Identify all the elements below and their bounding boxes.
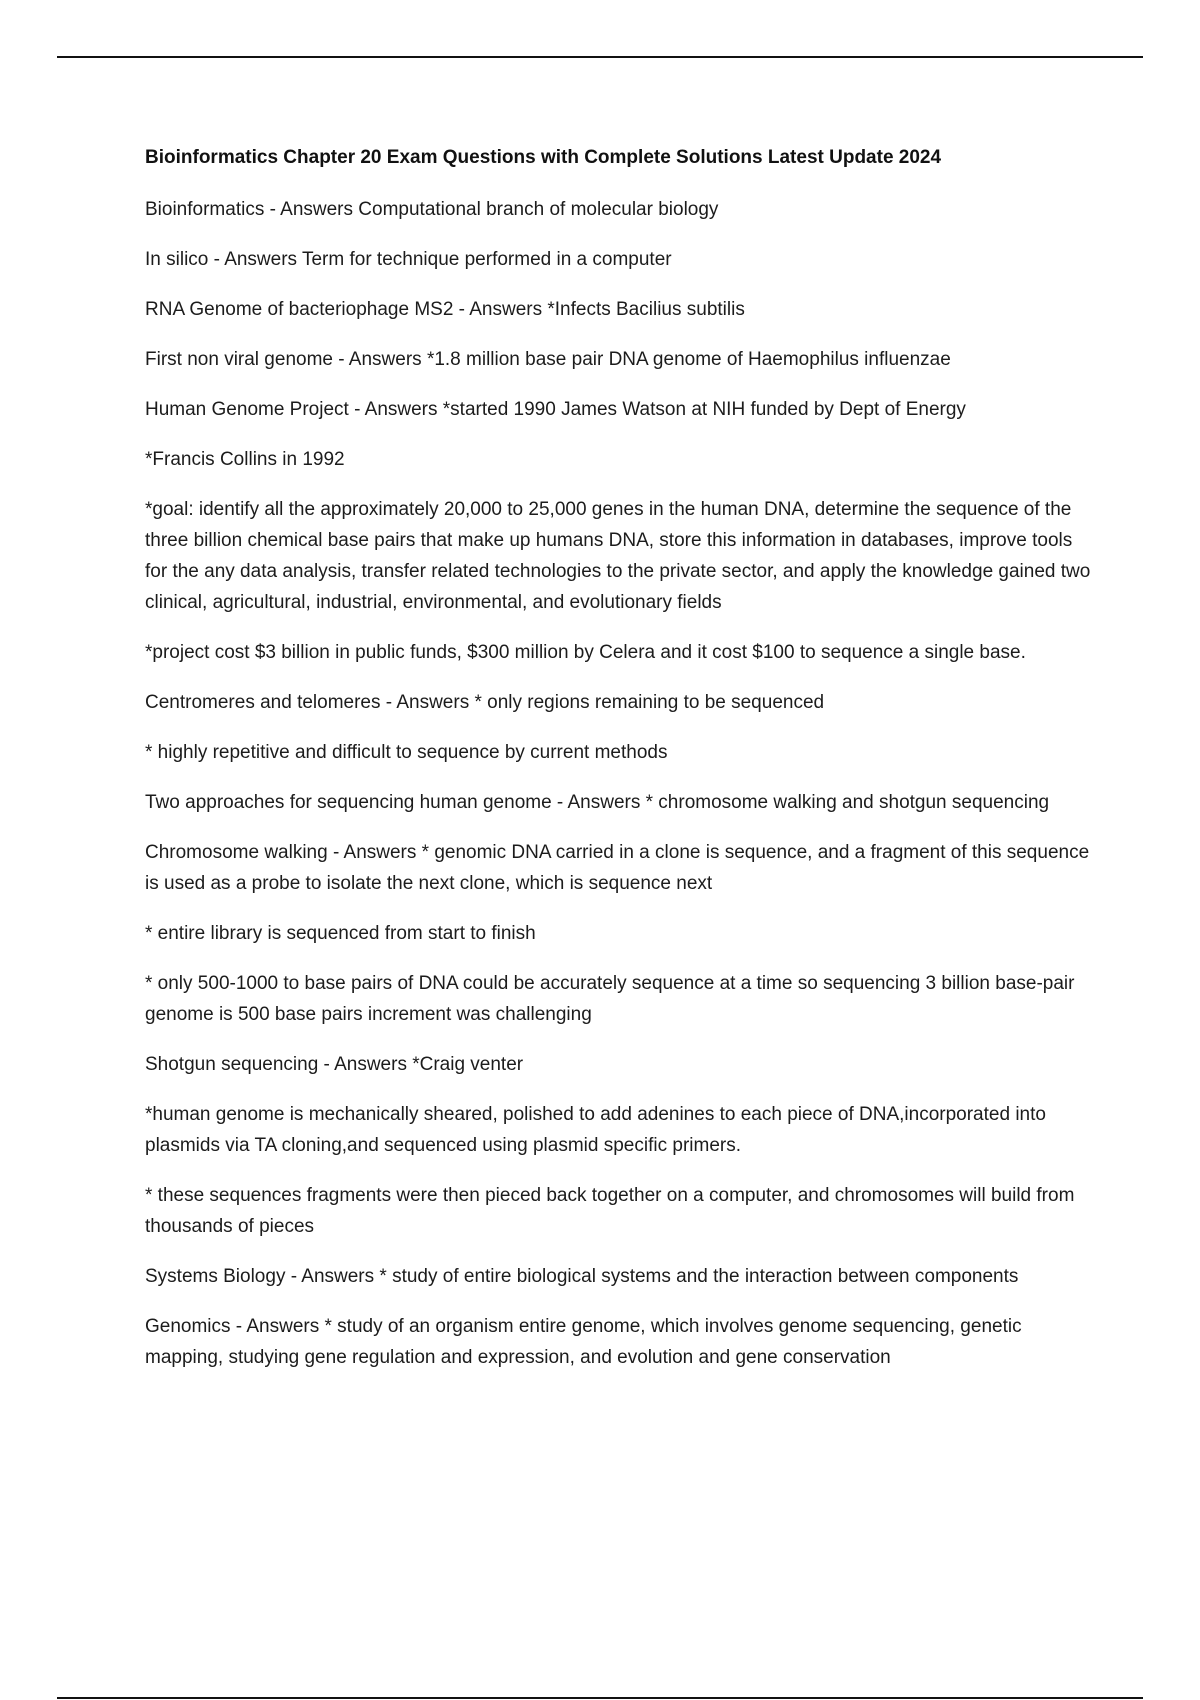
paragraph: * these sequences fragments were then pieced back together on a computer, and chromosomes will build from thousands of pieces (145, 1185, 1075, 1237)
paragraph: * highly repetitive and difficult to sequence by current methods (145, 742, 668, 763)
paragraph: * only 500-1000 to base pairs of DNA could be accurately sequence at a time so sequencing 3 billion base-pair genome is 500 base pairs increment was challenging (145, 973, 1075, 1025)
paragraph: Systems Biology - Answers * study of entire biological systems and the interaction between components (145, 1266, 1019, 1287)
paragraph: In silico - Answers Term for technique performed in a computer (145, 249, 672, 270)
document-body (145, 144, 1095, 1392)
paragraph: Genomics - Answers * study of an organism entire genome, which involves genome sequencing, genetic mapping, studying gene regulation and expression, and evolution and gene conservation (145, 1316, 1022, 1368)
paragraph: Shotgun sequencing - Answers *Craig venter (145, 1054, 524, 1075)
footer-rule (57, 1697, 1143, 1699)
paragraph: * entire library is sequenced from start to finish (145, 923, 536, 944)
paragraph: Centromeres and telomeres - Answers * only regions remaining to be sequenced (145, 692, 825, 713)
paragraph: *project cost $3 billion in public funds, $300 million by Celera and it cost $100 to sequence a single base. (145, 642, 1026, 663)
paragraph: *human genome is mechanically sheared, polished to add adenines to each piece of DNA,incorporated into plasmids via TA cloning,and sequenced using plasmid specific primers. (145, 1104, 1046, 1156)
header-rule (57, 56, 1143, 58)
paragraph: Chromosome walking - Answers * genomic DNA carried in a clone is sequence, and a fragment of this sequence is used as a probe to isolate the next clone, which is sequence next (145, 842, 1090, 894)
paragraph: RNA Genome of bacteriophage MS2 - Answers *Infects Bacilius subtilis (145, 299, 745, 320)
paragraph: Bioinformatics - Answers Computational branch of molecular biology (145, 199, 719, 220)
paragraph: First non viral genome - Answers *1.8 million base pair DNA genome of Haemophilus influenzae (145, 349, 951, 370)
paragraph: *goal: identify all the approximately 20,000 to 25,000 genes in the human DNA, determine the sequence of the three billion chemical base pairs that make up humans DNA, store this information in databases, improve tools for the any data analysis, transfer related technologies to the private sector, and apply the knowledge gained two clinical, agricultural, industrial, environmental, and evolutionary fields (145, 499, 1091, 613)
paragraph: *Francis Collins in 1992 (145, 449, 345, 470)
document-title: Bioinformatics Chapter 20 Exam Questions with Complete Solutions Latest Update 2024 (145, 147, 942, 168)
paragraph: Human Genome Project - Answers *started 1990 James Watson at NIH funded by Dept of Energy (145, 399, 966, 420)
paragraph: Two approaches for sequencing human genome - Answers * chromosome walking and shotgun sequencing (145, 792, 1050, 813)
